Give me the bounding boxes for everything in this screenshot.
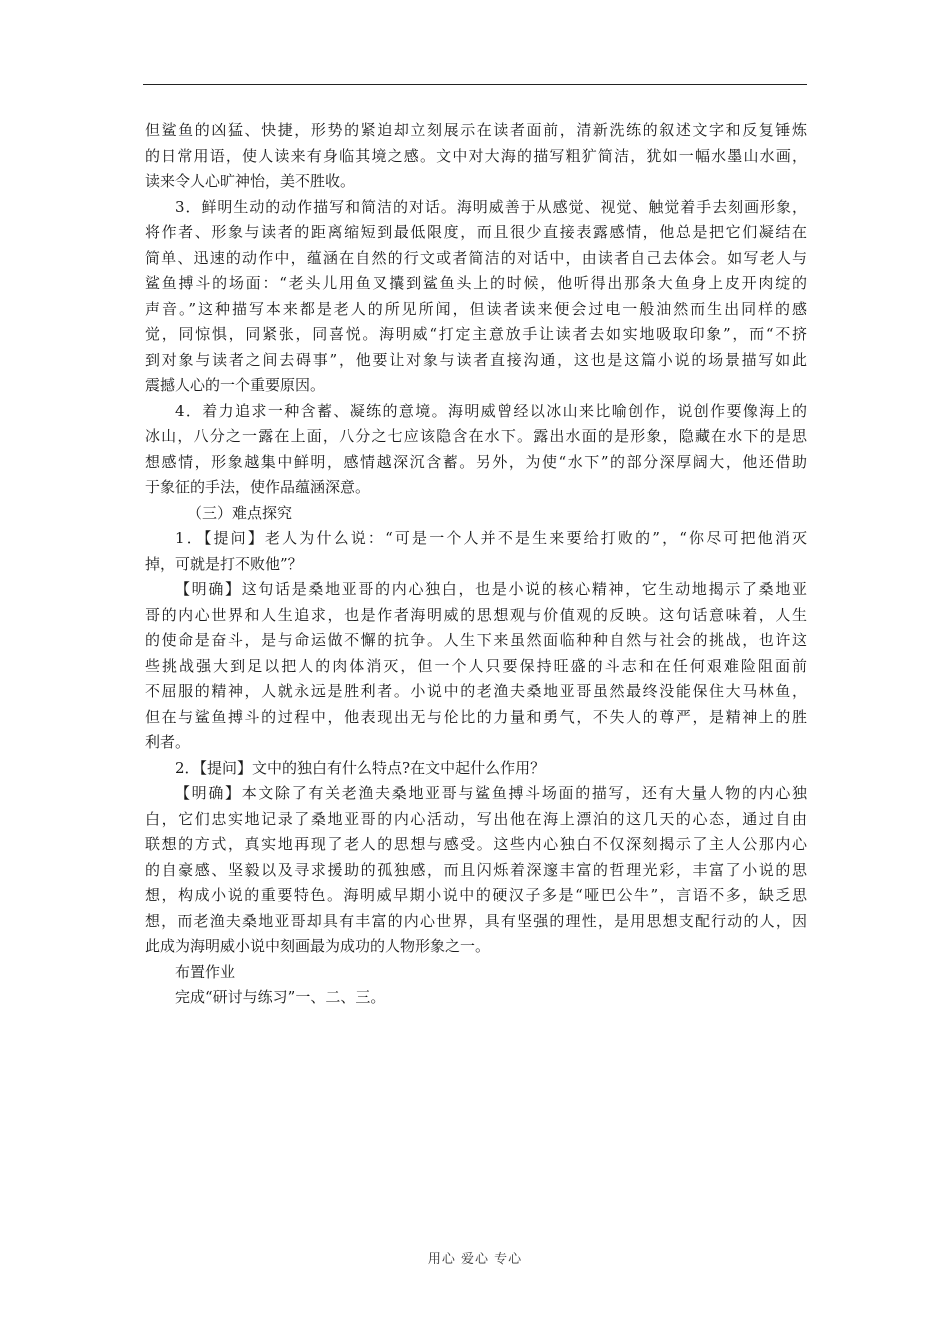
document-body <box>145 118 807 1011</box>
header-rule <box>143 84 807 85</box>
text-line: 简单、迅速的动作中，蕴涵在自然的行文或者简洁的对话中，由读者自己去体会。如写老人与 <box>145 248 807 267</box>
text-line: 想，而老渔夫桑地亚哥却具有丰富的内心世界，具有坚强的理性，是用思想支配行动的人，因 <box>145 911 807 930</box>
text-line: 想感情，形象越集中鲜明，感情越深沉含蓄。另外，为使“水下”的部分深厚阔大，他还借助 <box>145 452 807 471</box>
text-line: 声音。”这种描写本来都是老人的所见所闻，但读者读来便会过电一般油然而生出同样的感 <box>145 299 807 318</box>
text-line: 些挑战强大到足以把人的肉体消灭，但一个人只要保持旺盛的斗志和在任何艰难险阻面前 <box>145 656 807 675</box>
text-line: 的日常用语，使人读来有身临其境之感。文中对大海的描写粗犷简洁，犹如一幅水墨山水画， <box>145 146 807 165</box>
text-line: 1．【提问】老人为什么说：“可是一个人并不是生来要给打败的”，“你尽可把他消灭 <box>175 529 807 547</box>
text-line: 联想的方式，真实地再现了老人的思想与感受。这些内心独白不仅深刻揭示了主人公那内心 <box>145 835 807 853</box>
text-line: （三）难点探究 <box>187 503 293 522</box>
text-line: 【明确】本文除了有关老渔夫桑地亚哥与鲨鱼搏斗场面的描写，还有大量人物的内心独 <box>175 784 807 802</box>
text-line: 3．鲜明生动的动作描写和简洁的对话。海明威善于从感觉、视觉、触觉着手去刻画形象， <box>175 197 807 216</box>
text-line: 不屈服的精神，人就永远是胜利者。小说中的老渔夫桑地亚哥虽然最终没能保住大马林鱼， <box>145 682 807 700</box>
paragraph <box>145 526 807 577</box>
text-line: 的使命是奋斗，是与命运做不懈的抗争。人生下来虽然面临种种自然与社会的挑战，也许这 <box>145 631 807 649</box>
text-line: 【明确】这句话是桑地亚哥的内心独白，也是小说的核心精神，它生动地揭示了桑地亚 <box>175 580 807 598</box>
section-heading <box>145 501 807 527</box>
text-line: 读来令人心旷神怡，美不胜收。 <box>145 172 356 190</box>
text-line: 想，构成小说的重要特色。海明威早期小说中的硬汉子多是“哑巴公牛”，言语不多，缺乏思 <box>145 886 807 904</box>
paragraph <box>145 399 807 501</box>
text-line: 完成“研讨与练习”一、二、三。 <box>175 988 386 1006</box>
text-line: 但鲨鱼的凶猛、快捷，形势的紧迫却立刻展示在读者面前，清新洗练的叙述文字和反复锤炼 <box>145 121 807 139</box>
text-line: 将作者、形象与读者的距离缩短到最低限度，而且很少直接表露感情，他总是把它们凝结在 <box>145 223 807 241</box>
paragraph <box>145 195 807 399</box>
text-line: 4．着力追求一种含蓄、凝练的意境。海明威曾经以冰山来比喻创作，说创作要像海上的 <box>175 401 807 420</box>
page-footer: 用心 爱心 专心 <box>427 1252 523 1267</box>
text-line: 但在与鲨鱼搏斗的过程中，他表现出无与伦比的力量和勇气，不失人的尊严，是精神上的胜 <box>145 707 807 726</box>
text-line: 掉，可就是打不败他”？ <box>145 554 303 573</box>
text-line: 2．【提问】文中的独白有什么特点?在文中起什么作用？ <box>175 758 546 777</box>
text-line: 的自豪感、坚毅以及寻求援助的孤独感，而且闪烁着深邃丰富的哲理光彩，丰富了小说的思 <box>145 860 807 879</box>
paragraph <box>145 985 807 1011</box>
text-line: 于象征的手法，使作品蕴涵深意。 <box>145 478 371 496</box>
text-line: 利者。 <box>145 733 191 751</box>
paragraph <box>145 781 807 960</box>
text-line: 此成为海明威小说中刻画最为成功的人物形象之一。 <box>145 937 491 955</box>
text-line: 冰山，八分之一露在上面，八分之七应该隐含在水下。露出水面的是形象，隐藏在水下的是思 <box>145 427 807 445</box>
paragraph <box>145 577 807 756</box>
text-line: 觉，同惊惧，同紧张，同喜悦。海明威“打定主意放手让读者去如实地吸取印象”，而“不挤 <box>145 325 807 343</box>
text-line: 布置作业 <box>175 962 236 981</box>
text-line: 鲨鱼搏斗的场面：“老头儿用鱼叉攮到鲨鱼头上的时候，他听得出那条大鱼身上皮开肉绽的 <box>145 274 807 292</box>
section-heading <box>145 960 807 986</box>
text-line: 震撼人心的一个重要原因。 <box>145 376 326 394</box>
paragraph <box>145 756 807 782</box>
text-line: 白，它们忠实地记录了桑地亚哥的内心活动，写出他在海上漂泊的这几天的心态，通过自由 <box>145 809 807 828</box>
paragraph <box>145 118 807 195</box>
text-line: 到对象与读者之间去碍事”，他要让对象与读者直接沟通，这也是这篇小说的场景描写如此 <box>145 350 807 369</box>
text-line: 哥的内心世界和人生追求，也是作者海明威的思想观与价值观的反映。这句话意味着，人生 <box>145 605 807 624</box>
